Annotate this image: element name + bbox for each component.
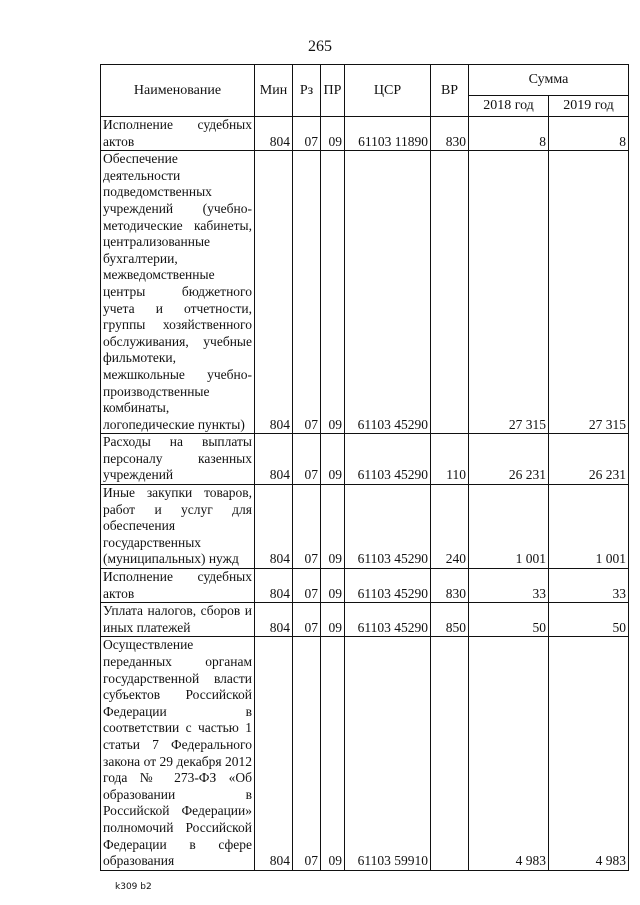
row-sum-2018: 4 983: [469, 637, 549, 870]
header-rz: Рз: [293, 65, 321, 117]
row-rz: 07: [293, 569, 321, 603]
row-sum-2018: 33: [469, 569, 549, 603]
table-row: [101, 637, 629, 870]
row-rz: 07: [293, 151, 321, 434]
row-sum-2019: 26 231: [549, 434, 629, 485]
footer-code: k309 b2: [115, 882, 152, 892]
row-sum-2019: 1 001: [549, 485, 629, 569]
row-min: 804: [255, 117, 293, 151]
row-csr: 61103 45290: [345, 151, 431, 434]
table-row: [101, 569, 629, 603]
header-year-2019: 2019 год: [549, 96, 629, 117]
row-sum-2018: 1 001: [469, 485, 549, 569]
row-name: Обеспечение деятельности подведомственных учреждений (учебно-методические кабинеты, централизованные бухгалтерии, межведомственные центры бюджетного учета и отчетности, группы хозяйственного обслуживания, учебные фильмотеки, межшкольные учебно-производственные комбинаты, логопедические пункты): [101, 151, 255, 434]
row-rz: 07: [293, 485, 321, 569]
row-vr: 110: [431, 434, 469, 485]
row-pr: 09: [321, 603, 345, 637]
row-name: Уплата налогов, сборов и иных платежей: [101, 603, 255, 637]
row-sum-2019: 50: [549, 603, 629, 637]
row-sum-2018: 27 315: [469, 151, 549, 434]
row-vr: 240: [431, 485, 469, 569]
row-csr: 61103 59910: [345, 637, 431, 870]
row-name: Расходы на выплаты персоналу казенных учреждений: [101, 434, 255, 485]
table-row: [101, 151, 629, 434]
row-sum-2019: 33: [549, 569, 629, 603]
row-sum-2018: 8: [469, 117, 549, 151]
row-sum-2019: 4 983: [549, 637, 629, 870]
header-pr: ПР: [321, 65, 345, 117]
page-number: 265: [308, 38, 332, 55]
row-min: 804: [255, 603, 293, 637]
row-rz: 07: [293, 117, 321, 151]
table-row: [101, 434, 629, 485]
row-sum-2018: 50: [469, 603, 549, 637]
row-min: 804: [255, 569, 293, 603]
row-csr: 61103 11890: [345, 117, 431, 151]
row-pr: 09: [321, 637, 345, 870]
row-vr: [431, 637, 469, 870]
row-pr: 09: [321, 117, 345, 151]
row-min: 804: [255, 151, 293, 434]
row-csr: 61103 45290: [345, 603, 431, 637]
table-row: [101, 485, 629, 569]
budget-table: [100, 64, 629, 871]
row-sum-2019: 27 315: [549, 151, 629, 434]
header-min: Мин: [255, 65, 293, 117]
header-csr: ЦСР: [345, 65, 431, 117]
row-min: 804: [255, 434, 293, 485]
header-year-2018: 2018 год: [469, 96, 549, 117]
row-vr: [431, 151, 469, 434]
row-sum-2018: 26 231: [469, 434, 549, 485]
table-row: [101, 117, 629, 151]
row-vr: 830: [431, 117, 469, 151]
header-vr: ВР: [431, 65, 469, 117]
row-csr: 61103 45290: [345, 434, 431, 485]
row-sum-2019: 8: [549, 117, 629, 151]
row-csr: 61103 45290: [345, 569, 431, 603]
row-vr: 850: [431, 603, 469, 637]
row-pr: 09: [321, 434, 345, 485]
row-rz: 07: [293, 603, 321, 637]
row-name: Иные закупки товаров, работ и услуг для обеспечения государственных (муниципальных) нужд: [101, 485, 255, 569]
row-name: Осуществление переданных органам государственной власти субъектов Российской Федерации в соответствии с частью 1 статьи 7 Федерального закона от 29 декабря 2012 года № 273-ФЗ «Об образовании в Российской Федерации» полномочий Российской Федерации в сфере образования: [101, 637, 255, 870]
row-min: 804: [255, 485, 293, 569]
row-rz: 07: [293, 637, 321, 870]
row-pr: 09: [321, 151, 345, 434]
row-name: Исполнение судебных актов: [101, 569, 255, 603]
row-pr: 09: [321, 485, 345, 569]
row-name: Исполнение судебных актов: [101, 117, 255, 151]
header-sum: Сумма: [469, 65, 629, 96]
table-row: [101, 603, 629, 637]
row-vr: 830: [431, 569, 469, 603]
row-min: 804: [255, 637, 293, 870]
row-pr: 09: [321, 569, 345, 603]
header-name: Наименование: [101, 65, 255, 117]
row-rz: 07: [293, 434, 321, 485]
row-csr: 61103 45290: [345, 485, 431, 569]
